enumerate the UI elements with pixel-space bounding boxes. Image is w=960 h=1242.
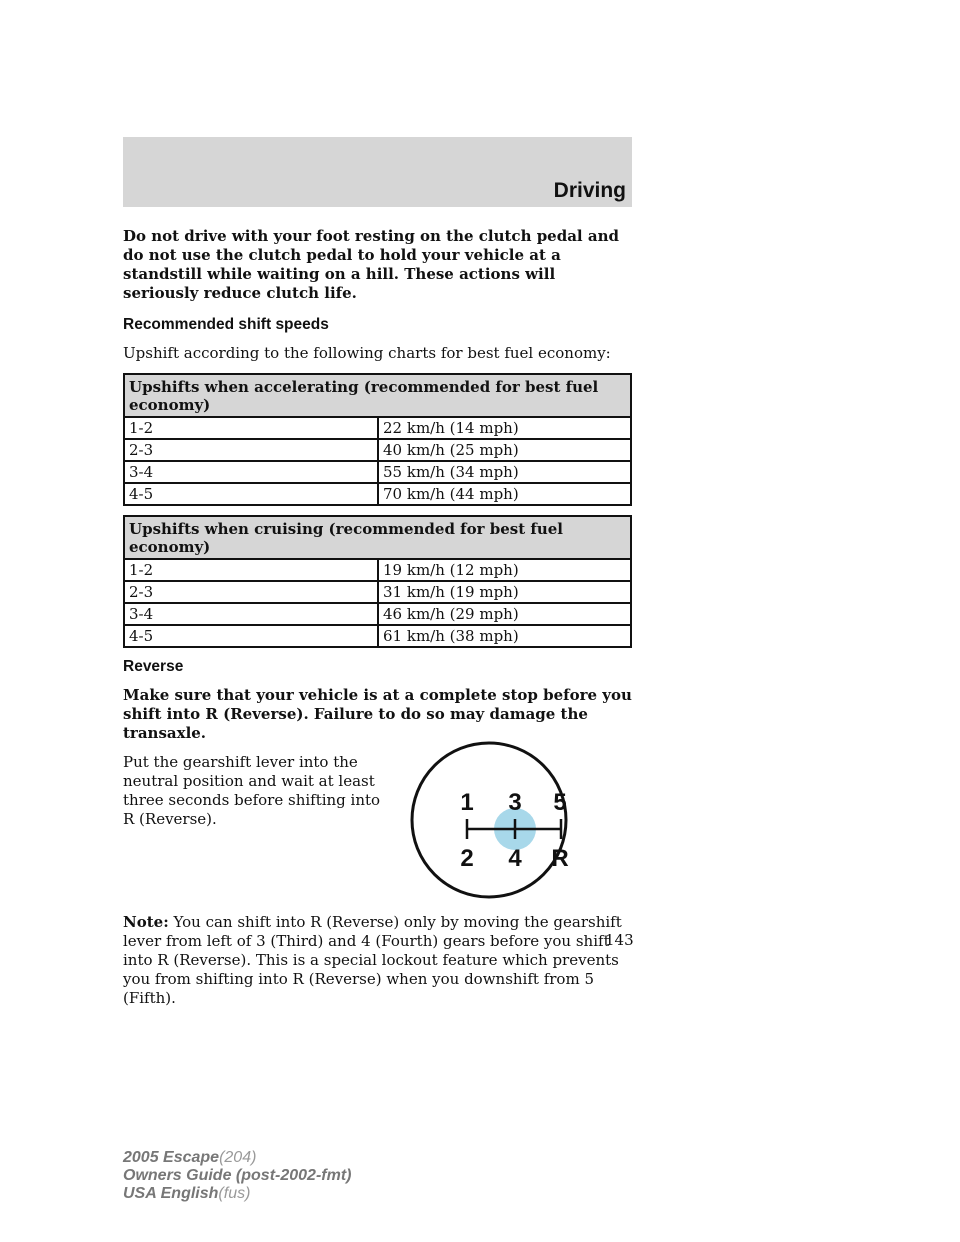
gear-cell: 1-2: [124, 417, 378, 439]
cruising-table-title: Upshifts when cruising (recommended for best fuel economy): [124, 516, 631, 559]
note-label: Note:: [123, 913, 169, 931]
table-row: [124, 461, 631, 483]
speed-cell: 40 km/h (25 mph): [378, 439, 631, 461]
accelerating-table-title: Upshifts when accelerating (recommended for best fuel economy): [124, 374, 631, 417]
speed-cell: 19 km/h (12 mph): [378, 559, 631, 581]
gear-label-2: 2: [460, 845, 474, 872]
reverse-note: [123, 913, 633, 1008]
speed-cell: 22 km/h (14 mph): [378, 417, 631, 439]
table-row: [124, 559, 631, 581]
gear-pattern-diagram: [409, 740, 569, 900]
footer-model-code: (204): [219, 1149, 257, 1166]
footer-language: USA English: [123, 1185, 219, 1202]
gear-cell: 3-4: [124, 461, 378, 483]
section-header: [123, 137, 632, 207]
gear-cell: 3-4: [124, 603, 378, 625]
table-row: [124, 581, 631, 603]
gear-label-4: 4: [508, 845, 522, 872]
speed-cell: 46 km/h (29 mph): [378, 603, 631, 625]
gear-label-1: 1: [460, 789, 474, 816]
page-content: [123, 227, 633, 1018]
gear-cell: 2-3: [124, 581, 378, 603]
note-text: You can shift into R (Reverse) only by moving the gearshift lever from left of 3 (Third) and 4 (Fourth) gears before you shift into R (Reverse). This is a special lockout feature which prevents you from shifting into R (Reverse) when you downshift from 5 (Fifth).: [123, 913, 622, 1007]
page-number: 143: [605, 931, 634, 949]
gear-cell: 2-3: [124, 439, 378, 461]
table-row: [124, 625, 631, 647]
gear-label-r: R: [551, 845, 569, 872]
footer-model: 2005 Escape: [123, 1149, 220, 1166]
cruising-table: [123, 515, 632, 648]
gear-knob-outline: [412, 743, 569, 897]
speed-cell: 55 km/h (34 mph): [378, 461, 631, 483]
gear-cell: 4-5: [124, 625, 378, 647]
table-row: [124, 439, 631, 461]
footer-guide: Owners Guide (post-2002-fmt): [123, 1167, 352, 1184]
speed-cell: 31 km/h (19 mph): [378, 581, 631, 603]
speed-cell: 61 km/h (38 mph): [378, 625, 631, 647]
reverse-warning: Make sure that your vehicle is at a complete stop before you shift into R (Reverse). Failure to do so may damage the transaxle.: [123, 686, 632, 742]
table-row: [124, 417, 631, 439]
gear-label-5: 5: [553, 789, 567, 816]
document-footer: [123, 1149, 351, 1203]
reverse-heading: Reverse: [123, 658, 184, 675]
gear-label-3: 3: [508, 789, 522, 816]
accelerating-table: [123, 373, 632, 506]
section-title: Driving: [553, 179, 626, 202]
reverse-block: [123, 753, 633, 913]
shift-speeds-heading: Recommended shift speeds: [123, 316, 329, 333]
speed-cell: 70 km/h (44 mph): [378, 483, 631, 505]
reverse-instruction: Put the gearshift lever into the neutral position and wait at least three seconds before shifting into R (Reverse).: [123, 753, 381, 828]
table-row: [124, 603, 631, 625]
clutch-warning: Do not drive with your foot resting on the clutch pedal and do not use the clutch pedal to hold your vehicle at a standstill while waiting on a hill. These actions will seriously reduce clutch life.: [123, 227, 619, 302]
gear-cell: 1-2: [124, 559, 378, 581]
shift-speeds-intro: Upshift according to the following charts for best fuel economy:: [123, 344, 611, 362]
footer-language-code: (fus): [218, 1185, 251, 1202]
table-row: [124, 483, 631, 505]
gear-cell: 4-5: [124, 483, 378, 505]
